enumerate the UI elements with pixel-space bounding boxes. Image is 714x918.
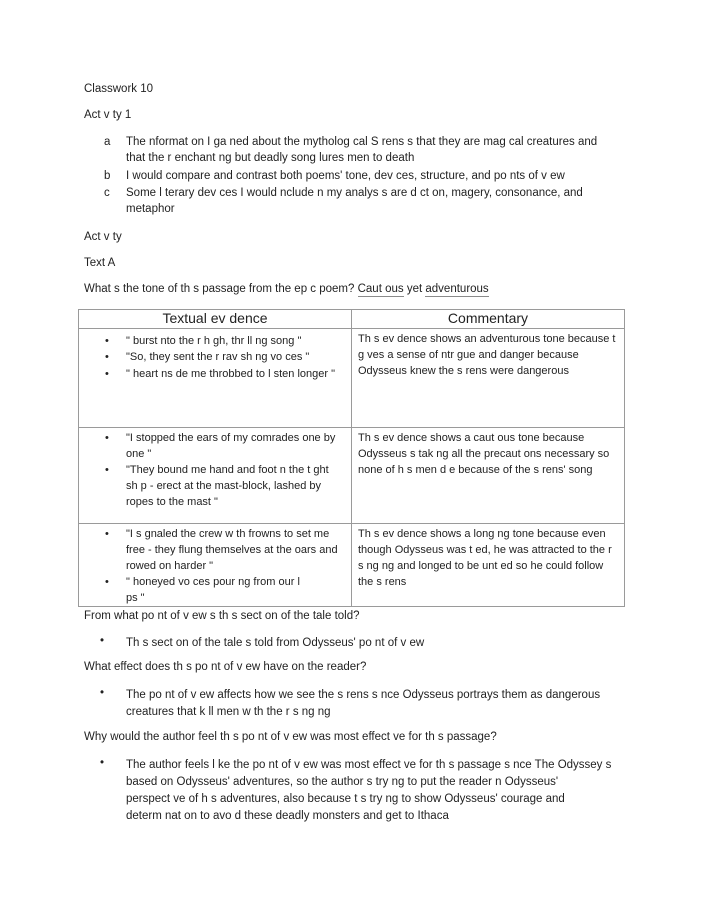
evidence-quote: " heart ns de me throbbed to l sten longer ": [126, 368, 335, 380]
table-row: [79, 524, 625, 607]
list-text: I would compare and contrast both poems' tone, dev ces, structure, and po nts of v ew: [126, 170, 565, 182]
answer-line: determ nat on to avo d these deadly monsters and get to Ithaca: [126, 810, 449, 822]
list-text: metaphor: [126, 203, 175, 215]
list-text: Some l terary dev ces I would nclude n my analys s are d ct on, magery, consonance, and: [126, 187, 583, 199]
answer-line: The author feels l ke the po nt of v ew was most effect ve for th s passage s nce The Odyssey s: [126, 759, 612, 771]
list-text: that the r enchant ng but deadly song lures men to death: [126, 152, 415, 164]
commentary-text: Th s ev dence shows an adventurous tone because t g ves a sense of ntr gue and danger because Odysseus knew the s rens were dangerous: [358, 333, 616, 377]
answer-line: perspect ve of h s adventures, also because t s try ng to show Odysseus' courage and: [126, 793, 565, 805]
table-header-row: [79, 310, 625, 329]
evidence-bullet: [79, 462, 351, 510]
answer-line: creatures that k ll men w th the r s ng ng: [126, 706, 331, 718]
evidence-bullet: [79, 430, 351, 462]
question: Why would the author feel th s po nt of v ew was most effect ve for th s passage?: [84, 731, 497, 743]
evidence-cell: [79, 329, 352, 428]
activity-2-title: Act v ty: [84, 231, 122, 243]
commentary-cell: [352, 524, 625, 607]
evidence-cell: [79, 524, 352, 607]
activity-1-title: Act v ty 1: [84, 109, 132, 121]
answer-line: Th s sect on of the tale s told from Odysseus' po nt of v ew: [126, 637, 425, 649]
evidence-table: [78, 309, 625, 607]
list-label: a: [104, 136, 111, 148]
evidence-bullet: [79, 333, 351, 349]
header-commentary: Commentary: [352, 310, 625, 329]
bullet-icon: •: [105, 576, 109, 588]
text-a-title: Text A: [84, 257, 116, 269]
evidence-bullet: [79, 574, 351, 606]
bullet-icon: •: [105, 432, 109, 444]
evidence-quote: " honeyed vo ces pour ng from our l ps ": [126, 576, 300, 604]
bullet-icon: •: [105, 335, 109, 347]
evidence-bullet: [79, 365, 351, 384]
tone-question-text: What s the tone of th s passage from the ep c poem?: [84, 283, 355, 295]
evidence-cell: [79, 428, 352, 524]
bullet-icon: •: [105, 528, 109, 540]
answer-line: The po nt of v ew affects how we see the s rens s nce Odysseus portrays them as dangerous: [126, 689, 601, 701]
commentary-cell: [352, 428, 625, 524]
tone-answer-2: adventurous: [425, 283, 489, 295]
header-textual-evidence: Textual ev dence: [79, 310, 352, 329]
tone-answer-joiner: yet: [406, 283, 423, 295]
question: What effect does th s po nt of v ew have on the reader?: [84, 661, 367, 673]
evidence-quote: "So, they sent the r rav sh ng vo ces ": [126, 351, 310, 363]
answer: [126, 687, 626, 721]
bullet-icon: •: [100, 635, 105, 647]
list-label: b: [104, 170, 111, 182]
evidence-quote: "I s gnaled the crew w th frowns to set me free - they flung themselves at the oars and rowed on harder ": [126, 528, 338, 572]
tone-answer-1: Caut ous: [357, 283, 404, 295]
evidence-quote: "I stopped the ears of my comrades one by one ": [126, 432, 336, 460]
bullet-icon: •: [105, 368, 109, 380]
evidence-bullet: [79, 526, 351, 574]
evidence-quote: "They bound me hand and foot n the t ght sh p - erect at the mast-block, lashed by ropes to the mast ": [126, 464, 329, 508]
list-text: The nformat on I ga ned about the mytholog cal S rens s that they are mag cal creatures and: [126, 136, 598, 148]
table-row: [79, 329, 625, 428]
commentary-cell: [352, 329, 625, 428]
answer: [126, 757, 626, 825]
evidence-bullet: [79, 349, 351, 365]
question: From what po nt of v ew s th s sect on of the tale told?: [84, 610, 360, 622]
list-label: c: [104, 187, 110, 199]
evidence-quote: " burst nto the r h gh, thr ll ng song ": [126, 335, 302, 347]
bullet-icon: •: [105, 351, 109, 363]
commentary-text: Th s ev dence shows a caut ous tone because Odysseus s tak ng all the precaut ons necessary so none of h s men d e because of the s rens' song: [358, 432, 610, 476]
answer-line: based on Odysseus' adventures, so the author s try ng to put the reader n Odysseus': [126, 776, 559, 788]
answer: [126, 635, 626, 652]
bullet-icon: •: [100, 757, 105, 769]
tone-question: [84, 283, 489, 295]
commentary-text: Th s ev dence shows a long ng tone because even though Odysseus was t ed, he was attracted to the r s ng ng and longed to be unt ed so he could follow the s rens: [358, 528, 612, 588]
bullet-icon: •: [105, 464, 109, 476]
table-row: [79, 428, 625, 524]
bullet-icon: •: [100, 687, 105, 699]
classwork-title: Classwork 10: [84, 83, 154, 95]
